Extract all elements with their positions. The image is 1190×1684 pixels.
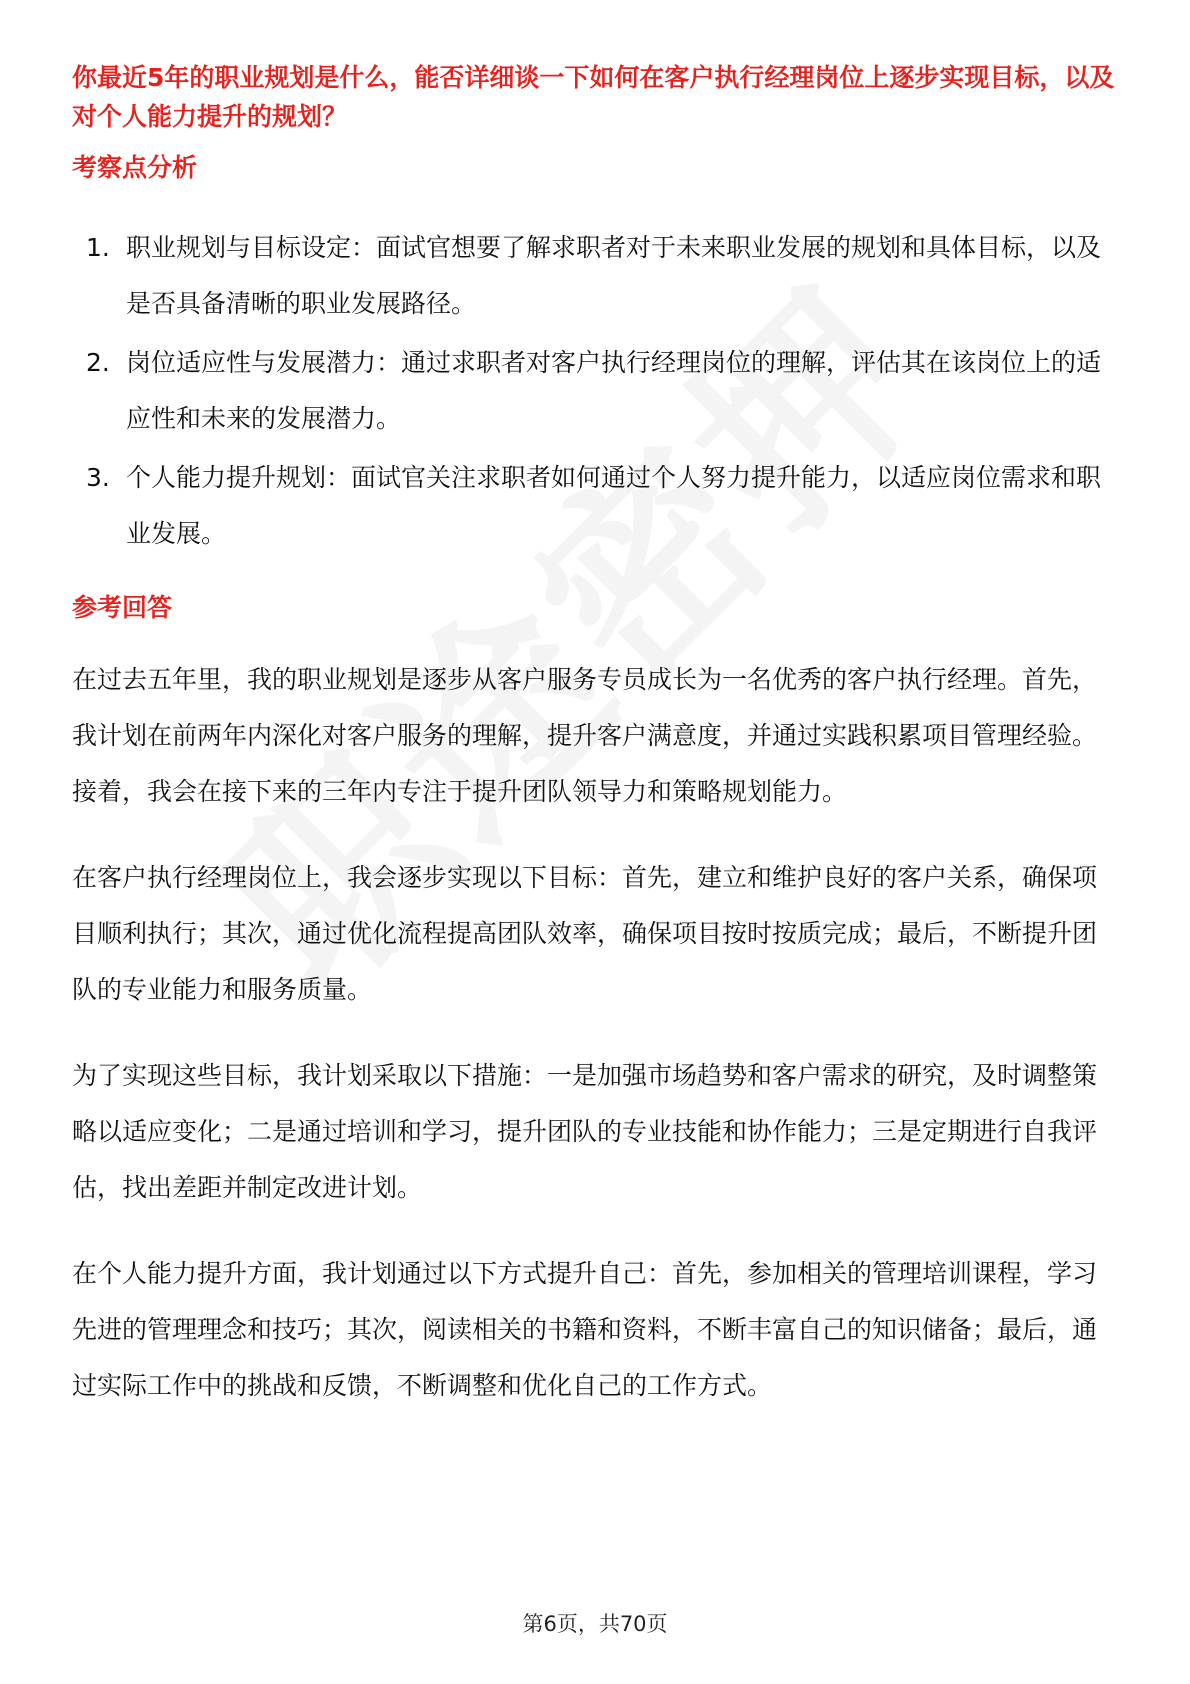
analysis-list xyxy=(72,220,1118,562)
list-item-number: 2. xyxy=(86,348,110,377)
list-item-number: 1. xyxy=(86,233,110,262)
answer-paragraph: 在客户执行经理岗位上，我会逐步实现以下目标：首先，建立和维护良好的客户关系，确保项目顺利执行；其次，通过优化流程提高团队效率，确保项目按时按质完成；最后，不断提升团队的专业能力和服务质量。 xyxy=(72,863,1098,1004)
question-title: 你最近5年的职业规划是什么，能否详细谈一下如何在客户执行经理岗位上逐步实现目标，以及对个人能力提升的规划？ xyxy=(72,63,1115,131)
list-item-text: 职业规划与目标设定：面试官想要了解求职者对于未来职业发展的规划和具体目标，以及是否具备清晰的职业发展路径。 xyxy=(126,233,1102,318)
page-footer: 第6页，共70页 xyxy=(522,1612,668,1636)
document-body xyxy=(72,58,1118,1414)
answer-paragraph: 在个人能力提升方面，我计划通过以下方式提升自己：首先，参加相关的管理培训课程，学习先进的管理理念和技巧；其次，阅读相关的书籍和资料，不断丰富自己的知识储备；最后，通过实际工作中的挑战和反馈，不断调整和优化自己的工作方式。 xyxy=(72,1259,1098,1400)
list-item xyxy=(72,335,1118,447)
list-item xyxy=(72,220,1118,332)
answer-heading: 参考回答 xyxy=(72,593,173,622)
answer-paragraph: 在过去五年里，我的职业规划是逐步从客户服务专员成长为一名优秀的客户执行经理。首先，我计划在前两年内深化对客户服务的理解，提升客户满意度，并通过实践积累项目管理经验。接着，我会在接下来的三年内专注于提升团队领导力和策略规划能力。 xyxy=(72,665,1098,806)
answer-paragraph: 为了实现这些目标，我计划采取以下措施：一是加强市场趋势和客户需求的研究，及时调整策略以适应变化；二是通过培训和学习，提升团队的专业技能和协作能力；三是定期进行自我评估，找出差距并制定改进计划。 xyxy=(72,1061,1098,1202)
list-item xyxy=(72,450,1118,562)
analysis-heading: 考察点分析 xyxy=(72,153,198,182)
list-item-text: 岗位适应性与发展潜力：通过求职者对客户执行经理岗位的理解，评估其在该岗位上的适应性和未来的发展潜力。 xyxy=(126,348,1102,433)
list-item-number: 3. xyxy=(86,463,110,492)
list-item-text: 个人能力提升规划：面试官关注求职者如何通过个人努力提升能力，以适应岗位需求和职业发展。 xyxy=(126,463,1102,548)
